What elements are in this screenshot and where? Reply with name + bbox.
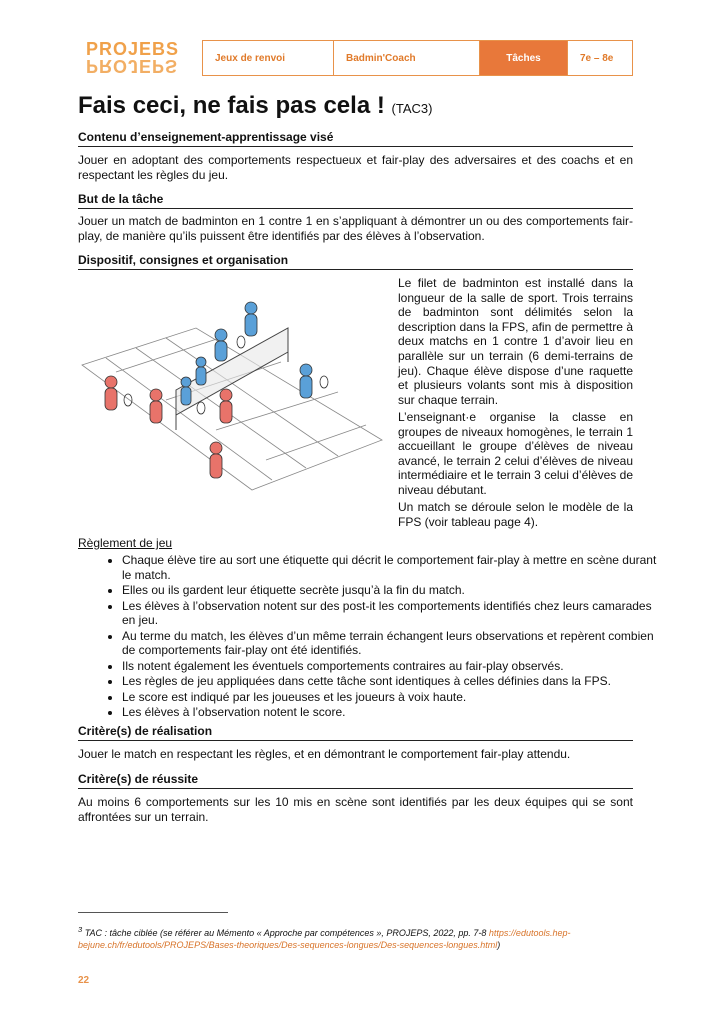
badminton-court-illustration	[76, 290, 386, 505]
logo-text-mirrored: PROJEPS	[86, 56, 179, 76]
logo-text-top: PROJEBS	[86, 39, 180, 59]
rule-item: • Les élèves à l’observation notent sur des post-it les comportements identifiés chez leurs camarades en jeu.	[122, 599, 667, 628]
tab-grade-level[interactable]: 7e – 8e	[568, 40, 633, 76]
text-reussite: Au moins 6 comportements sur les 10 mis en scène sont identifiés par les deux équipes qui se sont affrontées sur un terrain.	[78, 795, 633, 824]
rule-item: • Au terme du match, les élèves d’un même terrain échangent leurs observations et repèrent combien de comportements fair-play ont été identifiés.	[122, 629, 667, 658]
footnote-link[interactable]: https://edutools.hep-bejune.ch/fr/edutools/PROJEPS/Bases-theoriques/Des-sequences-longues/Des-sequences-longues.html	[78, 928, 571, 950]
heading-but: But de la tâche	[78, 192, 633, 209]
heading-dispositif: Dispositif, consignes et organisation	[78, 253, 633, 270]
footnote-text: TAC : tâche ciblée (se référer au Mémento « Approche par compétences », PROJEPS, 2022, pp. 7-8	[84, 928, 487, 938]
rules-list	[90, 553, 667, 721]
text-dispositif-2: L’enseignant·e organise la classe en groupes de niveaux homogènes, le terrain 1 accueillant le groupe d’élèves de niveau avancé, le terrain 2 celui d’élèves de niveau intermédiaire et le terrain 3 celui d’élèves de niveau débutant.	[398, 410, 633, 497]
text-dispositif-3: Un match se déroule selon le modèle de la FPS (voir tableau page 4).	[398, 500, 633, 529]
heading-realisation: Critère(s) de réalisation	[78, 724, 633, 741]
text-dispositif-1: Le filet de badminton est installé dans la longueur de la salle de sport. Trois terrains de badminton sont délimités selon la description dans la FPS, afin de permettre à deux matchs en 1 contre 1 d’avoir lieu en parallèle sur un terrain (6 demi-terrains de jeu). Chaque élève dispose d’une raquette et plusieurs volants sont mis à disposition sur chaque terrain.	[398, 276, 633, 407]
text-realisation: Jouer le match en respectant les règles, et en démontrant le comportement fair-play attendu.	[78, 747, 571, 761]
tab-jeux-de-renvoi[interactable]: Jeux de renvoi	[202, 40, 334, 76]
footnote	[78, 924, 638, 951]
tab-badmin-coach[interactable]: Badmin'Coach	[334, 40, 480, 76]
heading-reglement: Règlement de jeu	[78, 536, 173, 550]
heading-reussite: Critère(s) de réussite	[78, 772, 633, 789]
footnote-divider	[78, 912, 228, 913]
page-number: 22	[78, 975, 90, 986]
title-tag: (TAC3)	[391, 101, 433, 116]
projeps-logo	[86, 40, 186, 74]
rule-item: • Elles ou ils gardent leur étiquette secrète jusqu’à la fin du match.	[122, 583, 667, 598]
header-tabs	[202, 40, 633, 76]
footnote-close: )	[497, 940, 501, 950]
text-contenu: Jouer en adoptant des comportements respectueux et fair-play des adversaires et des coachs et en respectant les règles du jeu.	[78, 153, 633, 182]
footnote-mark: 3	[78, 925, 83, 934]
rule-item: • Les règles de jeu appliquées dans cette tâche sont identiques à celles définies dans la FPS.	[122, 674, 667, 689]
rule-item: • Ils notent également les éventuels comportements contraires au fair-play observés.	[122, 659, 667, 674]
heading-contenu: Contenu d’enseignement-apprentissage visé	[78, 130, 633, 147]
tab-taches[interactable]: Tâches	[480, 40, 568, 76]
page-title	[78, 92, 432, 120]
text-but: Jouer un match de badminton en 1 contre 1 en s’appliquant à démontrer un ou des comportements fair-play, de manière qu’ils puissent être identifiés par des élèves à l’observation.	[78, 214, 633, 243]
rule-item: • Les élèves à l’observation notent le score.	[122, 705, 667, 720]
rule-item: • Chaque élève tire au sort une étiquette qui décrit le comportement fair-play à mettre en scène durant le match.	[122, 553, 667, 582]
rule-item: • Le score est indiqué par les joueuses et les joueurs à voix haute.	[122, 690, 667, 705]
title-text: Fais ceci, ne fais pas cela !	[78, 92, 385, 119]
